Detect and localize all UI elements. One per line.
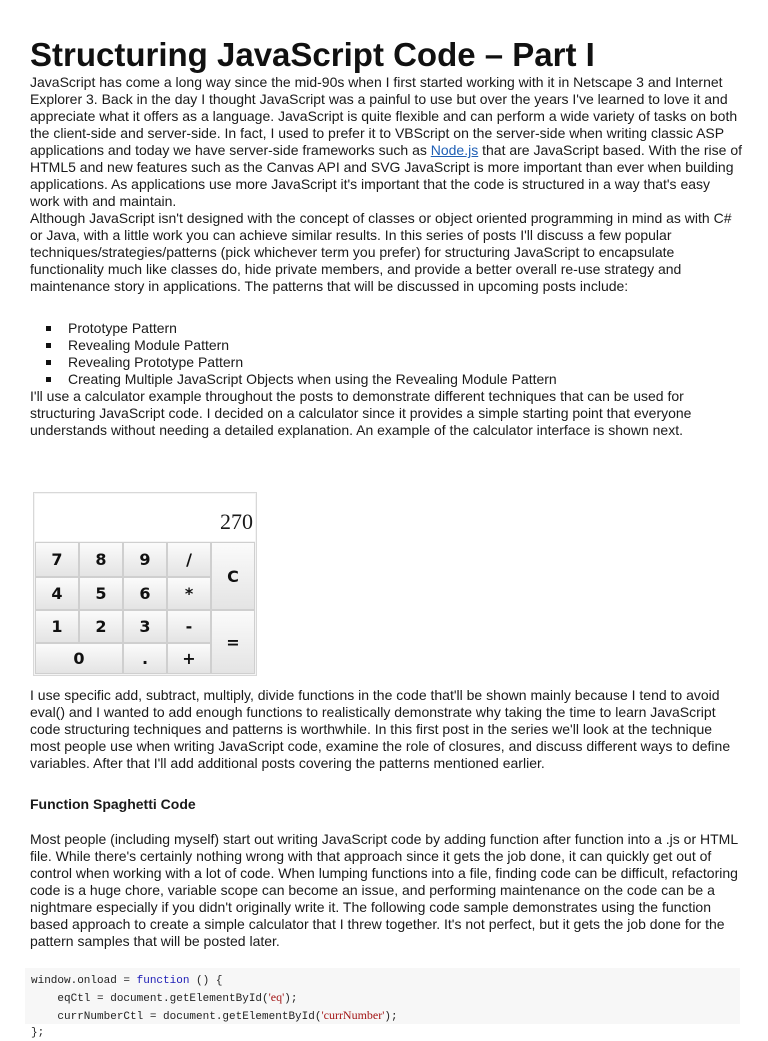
calc-key-9: 9	[123, 542, 167, 577]
calc-key-8: 8	[79, 542, 123, 577]
calc-key-5: 5	[79, 577, 123, 610]
calc-key-decimal: .	[123, 643, 167, 674]
calc-key-6: 6	[123, 577, 167, 610]
calc-key-equals: =	[211, 610, 255, 674]
intro-text-after-link: that are JavaScript based. With the rise of HTML5 and new features such as the Canvas API and SVG JavaScript is more important than ever when building applications. As applications use more JavaScript it's important that the code is structured in a way that's easy work with and maintain.	[30, 142, 743, 209]
intro-paragraph	[30, 74, 742, 210]
list-item: Revealing Module Pattern	[30, 337, 742, 354]
calc-key-0: 0	[35, 643, 123, 674]
list-item: Revealing Prototype Pattern	[30, 354, 742, 371]
calc-key-4: 4	[35, 577, 79, 610]
nodejs-link[interactable]: Node.js	[430, 142, 479, 158]
code-sample	[25, 968, 740, 1039]
calculator-display: 270	[35, 494, 255, 541]
intro-text-before-link: JavaScript has come a long way since the mid-90s when I first started working with it in Netscape 3 and Internet Explorer 3. Back in the day I thought JavaScript was a painful to use but over the years I've learned to love it and appreciate what it offers as a language. JavaScript is quite flexible and can perform a wide variety of tasks on both the client-side and server-side. In fact, I used to prefer it to VBScript on the server-side when writing classic ASP applications and today we have server-side frameworks such as	[30, 74, 738, 158]
calc-key-divide: /	[167, 542, 211, 577]
calc-key-multiply: *	[167, 577, 211, 610]
calculator-image	[33, 492, 257, 676]
paragraph-spaghetti: Most people (including myself) start out writing JavaScript code by adding function after function into a .js or HTML file. While there's certainly nothing wrong with that approach since it gets the job done, it can quickly get out of control when working with a lot of code. When lumping functions into a file, finding code can be difficult, refactoring code is a huge chore, variable scope can become an issue, and performing maintenance on the code can be a nightmare especially if you didn't originally write it. The following code sample demonstrates using the function based approach to create a simple calculator that I threw together. It's not perfect, but it gets the job done for the pattern samples that will be posted later.	[30, 831, 738, 949]
paragraph-functions: I use specific add, subtract, multiply, divide functions in the code that'll be shown mainly because I tend to avoid eval() and I wanted to add enough functions to realistically demonstrate why taking the time to learn JavaScript code structuring techniques and patterns is worthwhile. In this first post in the series we'll look at the technique most people use when writing JavaScript code, examine the role of closures, and discuss different ways to define variables. After that I'll add additional posts covering the patterns mentioned earlier.	[30, 687, 731, 771]
bullet-icon	[46, 360, 51, 365]
article	[30, 36, 742, 439]
patterns-list	[30, 320, 742, 388]
calc-key-1: 1	[35, 610, 79, 643]
calc-key-plus: +	[167, 643, 211, 674]
list-item: Creating Multiple JavaScript Objects when using the Revealing Module Pattern	[30, 371, 742, 388]
article-continued	[30, 687, 742, 950]
section-heading: Function Spaghetti Code	[30, 796, 196, 812]
calc-key-minus: -	[167, 610, 211, 643]
bullet-icon	[46, 377, 51, 382]
code-block: window.onload = function () { eqCtl = document.getElementById('eq'); currNumberCtl = document.getElementById('currNumber'); };	[31, 975, 398, 1039]
calc-key-clear: C	[211, 542, 255, 610]
page-title: Structuring JavaScript Code – Part I	[30, 36, 595, 73]
calc-key-2: 2	[79, 610, 123, 643]
paragraph-calculator-intro: I'll use a calculator example throughout the posts to demonstrate different techniques that can be used for structuring JavaScript code. I decided on a calculator since it provides a simple starting point that everyone understands without needing a detailed explanation. An example of the calculator interface is shown next.	[30, 388, 692, 438]
paragraph-patterns-intro: Although JavaScript isn't designed with the concept of classes or object oriented programming in mind as with C# or Java, with a little work you can achieve similar results. In this series of posts I'll discuss a few popular techniques/strategies/patterns (pick whichever term you prefer) for structuring JavaScript to encapsulate functionality much like classes do, hide private members, and provide a better overall re-use strategy and maintenance story in applications. The patterns that will be discussed in upcoming posts include:	[30, 210, 732, 294]
bullet-icon	[46, 326, 51, 331]
bullet-icon	[46, 343, 51, 348]
list-item: Prototype Pattern	[30, 320, 742, 337]
calc-key-7: 7	[35, 542, 79, 577]
calc-key-3: 3	[123, 610, 167, 643]
